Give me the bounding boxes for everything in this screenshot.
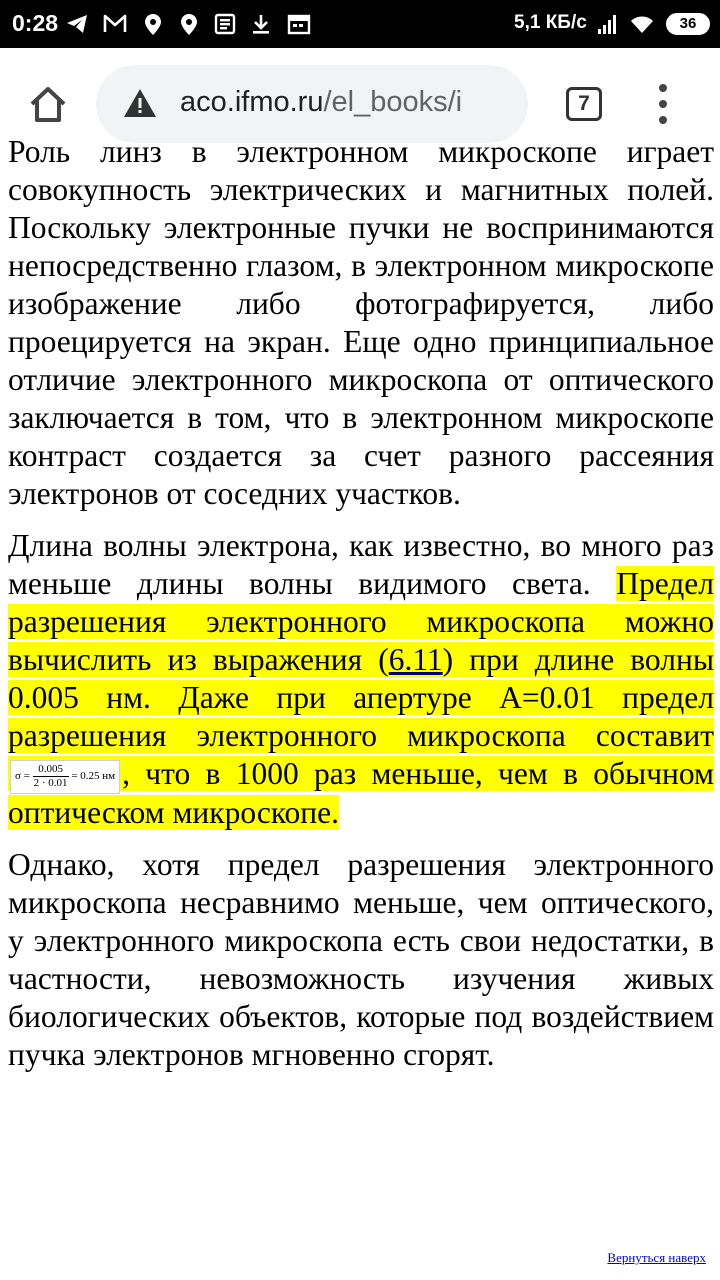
formula-numerator: 0.005 (33, 763, 69, 777)
location-icon (140, 12, 166, 36)
back-to-top-link[interactable]: Вернуться наверх (607, 1250, 706, 1265)
signal-icon (596, 12, 620, 36)
home-icon[interactable] (24, 80, 72, 128)
paragraph-drawbacks: Однако, хотя предел разрешения электронного микроскопа несравнимо меньше, чем оптического, у электронного микроскопа есть свои недостатки, в частности, невозможность изучения живых биологических объектов, которые под воздействием пучка электронов мгновенно сгорят. (8, 846, 714, 1072)
more-options-icon[interactable] (646, 84, 680, 124)
menu-dot (659, 100, 667, 108)
url-path: /el_books/i (323, 86, 463, 118)
status-bar (0, 0, 720, 48)
paragraph-wavelength (8, 527, 714, 832)
tab-switcher-button[interactable]: 7 (566, 87, 602, 121)
menu-dot (659, 116, 667, 124)
battery-icon: 36 (666, 13, 710, 35)
address-bar[interactable] (96, 65, 528, 143)
paragraph-lens-role: Роль линз в электронном микроскопе играет совокупность электрических и магнитных полей. Поскольку электронные пучки не воспринимаются непосредственно глазом, в электронном микроскопе изображение либо фотографируется, либо проецируется на экран. Еще одно принципиальное отличие электронного микроскопа от оптического заключается в том, что в электронном микроскопе контраст создается за счет разного рассеяния электронов от соседних участков. (8, 134, 714, 511)
network-speed: 5,1 КБ/с (514, 12, 587, 33)
paragraph-intro: Длина волны электрона, как известно, во много раз меньше длины волны видимого света. (8, 528, 714, 601)
gmail-icon (102, 12, 128, 36)
download-icon (248, 12, 274, 36)
article (8, 133, 714, 1088)
highlighted-text (8, 566, 714, 830)
formula-rhs: = 0.25 нм (71, 769, 116, 782)
highlight-part-b: ) при длине волны 0.005 нм. Даже при апертуре A=0.01 предел разрешения электронного микроскопа составит (8, 642, 714, 753)
menu-dot (659, 84, 667, 92)
url-text[interactable] (180, 86, 462, 119)
news-icon (212, 12, 238, 36)
highlight-part-c: , что в 1000 раз меньше, чем в обычном оптическом микроскопе. (8, 756, 714, 830)
formula-reference-link[interactable]: 6.11 (388, 642, 443, 677)
page-content[interactable] (0, 134, 720, 1280)
wifi-icon (628, 12, 656, 36)
clock: 0:28 (12, 10, 59, 36)
formula-denominator: 2 · 0.01 (33, 776, 68, 789)
formula-lhs: σ = (15, 769, 30, 782)
calendar-icon (286, 12, 312, 36)
formula-fraction (33, 763, 69, 790)
url-domain: aco.ifmo.ru (180, 86, 324, 118)
location-icon (176, 12, 202, 36)
not-secure-warning-icon[interactable] (122, 87, 158, 119)
telegram-icon (64, 12, 90, 36)
resolution-formula-image (10, 760, 120, 794)
highlight-part-a: Предел разрешения электронного микроскопа можно вычислить из выражения ( (8, 566, 714, 677)
